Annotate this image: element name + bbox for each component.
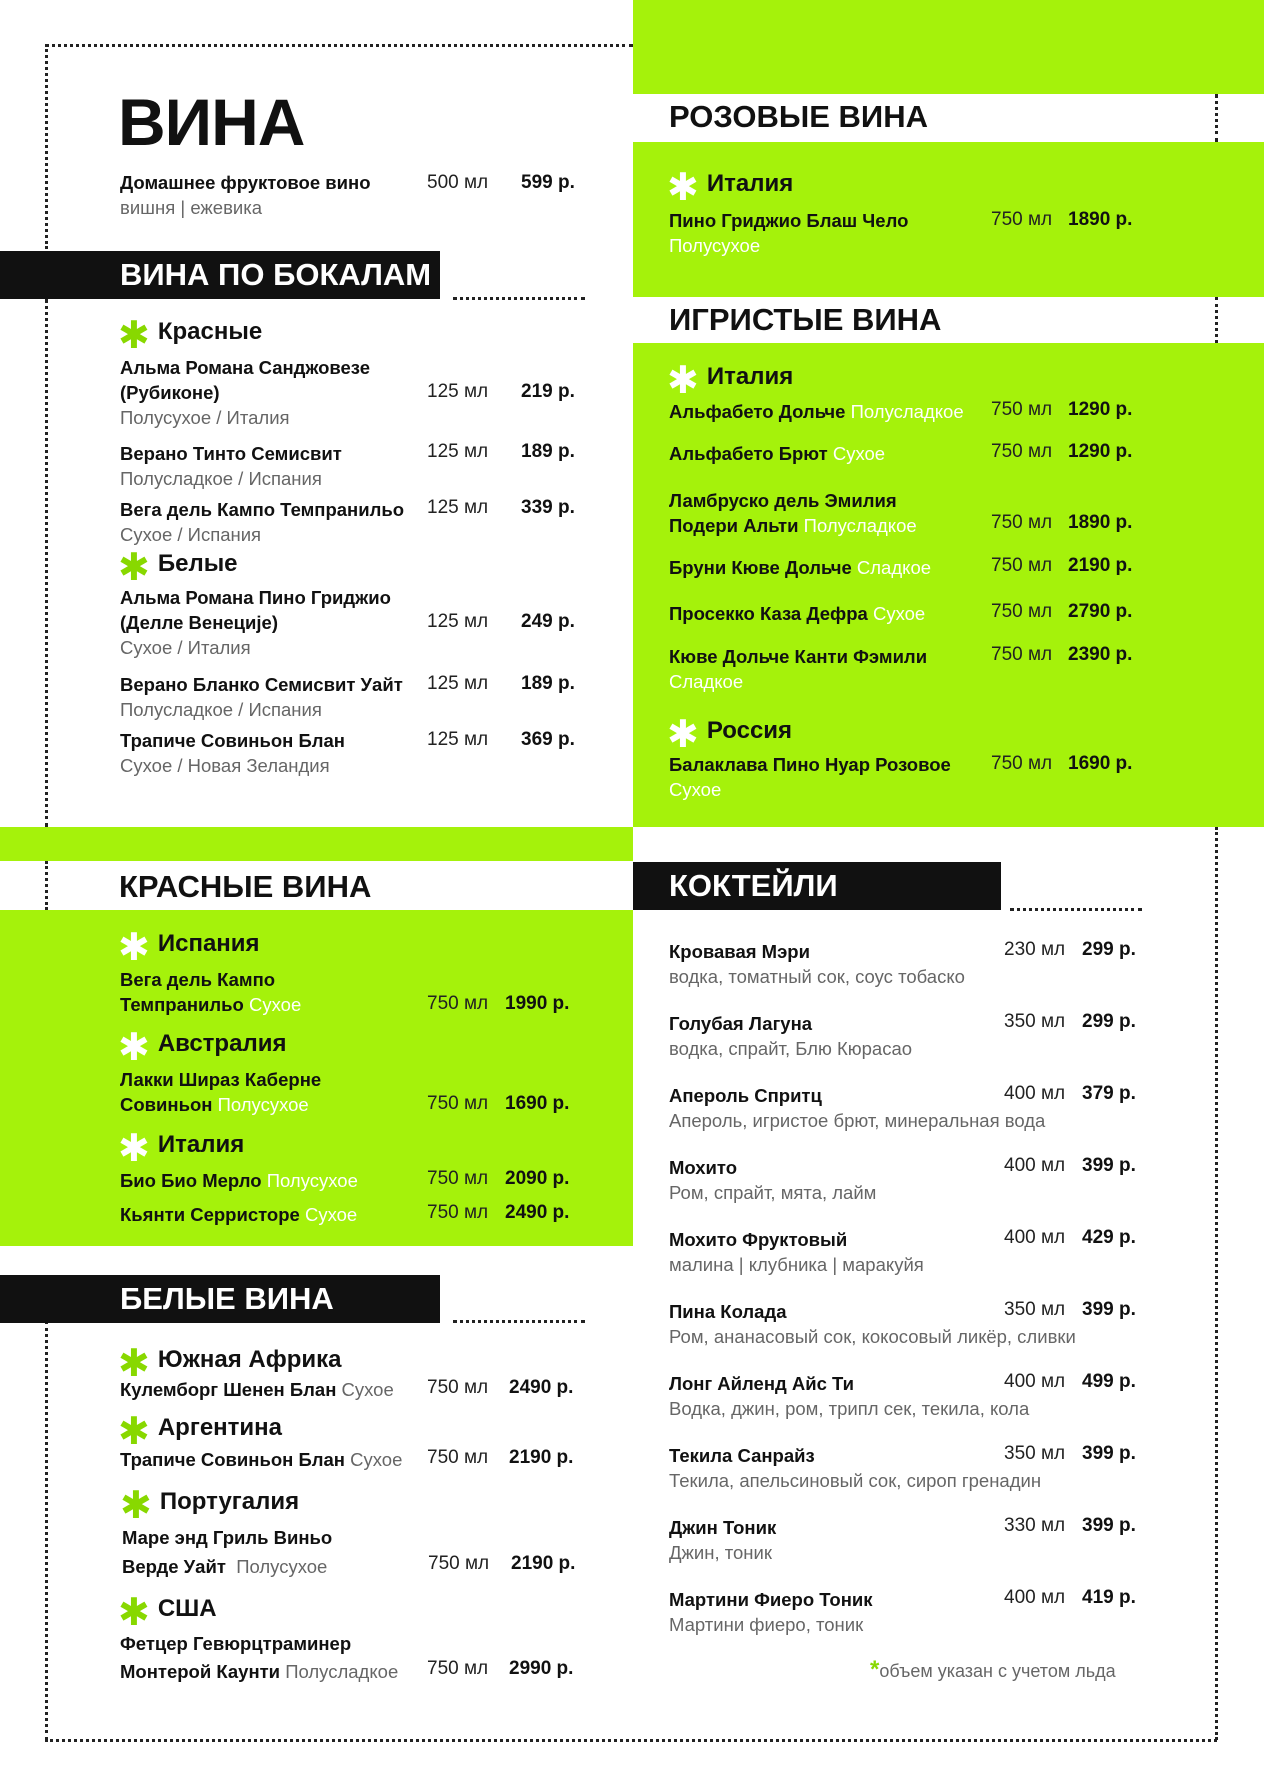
asterisk-icon: ✱	[118, 1128, 150, 1170]
sparkling-item-2-desc: Сухое	[832, 443, 886, 464]
cocktails-dots	[1010, 908, 1142, 911]
country-usa-text: США	[157, 1595, 217, 1622]
cocktail-item	[669, 1587, 873, 1637]
asterisk-icon: ✱	[118, 315, 150, 357]
glass-white-2-name: Верано Бланко Семисвит Уайт	[120, 674, 403, 695]
red-item-1-price: 1990 р.	[505, 993, 570, 1014]
cocktail-item	[669, 1443, 1041, 1493]
by-glass-header	[0, 251, 440, 299]
house-wine-name: Домашнее фруктовое вино	[120, 172, 371, 193]
glass-red-2-price: 189 р.	[521, 441, 575, 462]
cocktail-item	[669, 939, 965, 989]
by-glass-white-label	[118, 547, 238, 589]
cocktail-price: 399 р.	[1082, 1299, 1136, 1320]
cocktail-vol: 230 мл	[1004, 939, 1066, 960]
glass-red-1-name: Альма Романа Санджовезе	[120, 357, 371, 378]
glass-white-2-vol: 125 мл	[427, 673, 489, 694]
cocktail-vol: 330 мл	[1004, 1515, 1066, 1536]
glass-white-3-price: 369 р.	[521, 729, 575, 750]
country-argentina-text: Аргентина	[157, 1414, 283, 1441]
page-title: ВИНА	[118, 85, 305, 159]
by-glass-red-label	[118, 315, 263, 357]
sparkling-item-1-vol: 750 мл	[991, 399, 1053, 420]
glass-red-1-price: 219 р.	[521, 381, 575, 402]
sparkling-item-1-price: 1290 р.	[1068, 399, 1133, 420]
cocktail-name: Мохито Фруктовый	[669, 1229, 848, 1250]
glass-red-1	[120, 355, 370, 430]
green-band-middle-left	[0, 827, 633, 861]
cocktail-desc: Текила, апельсиновый сок, сироп гренадин	[669, 1470, 1042, 1491]
sparkling-item-5-vol: 750 мл	[991, 601, 1053, 622]
white-wines-dots	[453, 1320, 585, 1323]
cocktail-vol: 350 мл	[1004, 1011, 1066, 1032]
country-italy-red	[118, 1128, 245, 1170]
sparkling-item-5	[669, 601, 925, 626]
red-item-1-name: Вега дель Кампо	[120, 969, 276, 990]
asterisk-icon: ✱	[118, 1343, 150, 1385]
sparkling-item-3-price: 1890 р.	[1068, 512, 1133, 533]
glass-red-2-desc: Полусладкое / Испания	[120, 468, 322, 489]
sparkling-item-3-vol: 750 мл	[991, 512, 1053, 533]
glass-white-3-name: Трапиче Совиньон Блан	[120, 730, 345, 751]
asterisk-icon: ✱	[120, 1485, 152, 1527]
cocktail-item	[669, 1371, 1029, 1421]
country-portugal-text: Португалия	[159, 1488, 300, 1515]
asterisk-icon: ✱	[118, 1027, 150, 1069]
country-australia-text: Австралия	[157, 1030, 287, 1057]
red-item-1-desc: Сухое	[249, 994, 302, 1015]
cocktails-header	[633, 862, 1001, 910]
cocktail-desc: Мартини фиеро, тоник	[669, 1614, 864, 1635]
frame-left-2	[45, 299, 48, 827]
sparkling-item-5-price: 2790 р.	[1068, 601, 1133, 622]
white-wines-header	[0, 1275, 440, 1323]
cocktail-name: Мохито	[669, 1157, 738, 1178]
cocktail-price: 399 р.	[1082, 1515, 1136, 1536]
glass-red-3-price: 339 р.	[521, 497, 575, 518]
sparkling-item-4	[669, 555, 931, 580]
white-item-2-price: 2190 р.	[509, 1447, 574, 1468]
red-item-1	[120, 967, 301, 1017]
cocktail-vol: 400 мл	[1004, 1083, 1066, 1104]
white-item-3-name: Маре энд Гриль Виньо	[122, 1527, 333, 1548]
red-item-1-name2: Темпранильо	[120, 994, 244, 1015]
sparkling-item-3	[669, 488, 917, 538]
red-item-1-vol: 750 мл	[427, 993, 489, 1014]
frame-top	[45, 44, 633, 47]
red-item-2-desc: Полусухое	[217, 1094, 309, 1115]
cocktail-item	[669, 1083, 1045, 1133]
glass-red-1-vol: 125 мл	[427, 381, 489, 402]
sparkling-item-1-name: Альфабето Дольче	[669, 401, 846, 422]
sparkling-item-3-name2: Подери Альти	[669, 515, 799, 536]
sparkling-russia-item-name: Балаклава Пино Нуар Розовое	[669, 754, 951, 775]
by-glass-dots	[453, 297, 585, 300]
sparkling-item-2	[669, 441, 885, 466]
by-glass-title: ВИНА ПО БОКАЛАМ	[120, 257, 432, 292]
cocktail-price: 379 р.	[1082, 1083, 1136, 1104]
country-south-africa	[118, 1343, 342, 1385]
asterisk-icon: ✱	[667, 167, 699, 209]
cocktail-price: 399 р.	[1082, 1155, 1136, 1176]
glass-red-1-name2: (Рубиконе)	[120, 382, 220, 403]
sparkling-item-6	[669, 644, 927, 694]
sparkling-item-6-name: Кюве Дольче Канти Фэмили	[669, 646, 928, 667]
red-item-3-desc: Полусухое	[266, 1170, 358, 1191]
country-south-africa-text: Южная Африка	[157, 1346, 342, 1373]
sparkling-item-4-vol: 750 мл	[991, 555, 1053, 576]
glass-white-3-desc: Сухое / Новая Зеландия	[120, 755, 330, 776]
cocktail-vol: 400 мл	[1004, 1155, 1066, 1176]
house-wine-desc: вишня | ежевика	[120, 197, 263, 218]
rose-item	[669, 208, 908, 258]
white-item-2	[120, 1447, 402, 1472]
glass-red-3-desc: Сухое / Испания	[120, 524, 262, 545]
glass-red-1-desc: Полусухое / Италия	[120, 407, 290, 428]
asterisk-icon: ✱	[667, 714, 699, 756]
sparkling-wines-title: ИГРИСТЫЕ ВИНА	[669, 302, 942, 337]
white-item-3-price: 2190 р.	[511, 1553, 576, 1574]
rose-item-price: 1890 р.	[1068, 209, 1133, 230]
glass-white-2-price: 189 р.	[521, 673, 575, 694]
sparkling-item-6-desc: Сладкое	[669, 671, 744, 692]
white-item-1-desc: Сухое	[341, 1379, 394, 1400]
cocktail-price: 299 р.	[1082, 1011, 1136, 1032]
white-label-text: Белые	[157, 550, 238, 577]
asterisk-icon: ✱	[118, 1592, 150, 1634]
house-wine	[120, 170, 371, 220]
frame-right	[1215, 94, 1218, 142]
cocktail-name: Кровавая Мэри	[669, 941, 810, 962]
glass-white-1	[120, 585, 391, 660]
white-item-2-desc: Сухое	[350, 1449, 403, 1470]
glass-white-3	[120, 728, 345, 778]
white-item-1-name: Кулемборг Шенен Блан	[120, 1379, 337, 1400]
glass-red-2	[120, 441, 342, 491]
white-item-4-vol: 750 мл	[427, 1658, 489, 1679]
sparkling-item-1-desc: Полусладкое	[850, 401, 964, 422]
cocktail-item	[669, 1155, 876, 1205]
glass-white-3-vol: 125 мл	[427, 729, 489, 750]
cocktail-name: Апероль Спритц	[669, 1085, 822, 1106]
glass-white-1-vol: 125 мл	[427, 611, 489, 632]
red-item-4-desc: Сухое	[304, 1204, 358, 1225]
glass-white-2	[120, 672, 403, 722]
white-item-1-price: 2490 р.	[509, 1377, 574, 1398]
sparkling-item-3-name: Ламбруско дель Эмилия	[669, 490, 897, 511]
red-item-3	[120, 1168, 358, 1193]
cocktail-desc: малина | клубника | маракуйя	[669, 1254, 924, 1275]
cocktail-item	[669, 1515, 776, 1565]
cocktail-desc: Ром, спрайт, мята, лайм	[669, 1182, 877, 1203]
cocktail-desc: Водка, джин, ром, трипл сек, текила, кола	[669, 1398, 1030, 1419]
sparkling-russia-item	[669, 752, 951, 802]
white-item-2-vol: 750 мл	[427, 1447, 489, 1468]
glass-white-1-name: Альма Романа Пино Гриджио	[120, 587, 391, 608]
country-portugal	[120, 1485, 300, 1527]
glass-white-1-desc: Сухое / Италия	[120, 637, 251, 658]
white-item-3-vol: 750 мл	[428, 1553, 490, 1574]
country-australia	[118, 1027, 287, 1069]
asterisk-icon: ✱	[118, 1411, 150, 1453]
country-argentina	[118, 1411, 283, 1453]
cocktails-title: КОКТЕЙЛИ	[669, 868, 838, 903]
red-item-4-price: 2490 р.	[505, 1202, 570, 1223]
red-label-text: Красные	[157, 318, 263, 345]
frame-left-3	[45, 861, 48, 910]
white-wines-title: БЕЛЫЕ ВИНА	[120, 1281, 334, 1316]
country-italy-red-text: Италия	[157, 1131, 245, 1158]
sparkling-item-4-name: Бруни Кюве Дольче	[669, 557, 852, 578]
sparkling-russia-item-desc: Сухое	[669, 779, 722, 800]
sparkling-item-2-price: 1290 р.	[1068, 441, 1133, 462]
cocktail-desc: Апероль, игристое брют, минеральная вода	[669, 1110, 1046, 1131]
cocktail-name: Голубая Лагуна	[669, 1013, 813, 1034]
frame-right-3	[1215, 827, 1218, 1740]
white-item-3-name2: Верде Уайт	[122, 1556, 226, 1577]
glass-red-2-vol: 125 мл	[427, 441, 489, 462]
sparkling-item-1	[669, 399, 964, 424]
cocktail-name: Лонг Айленд Айс Ти	[669, 1373, 855, 1394]
green-band-top-right	[633, 0, 1264, 94]
country-italy-sparkling	[667, 360, 794, 402]
glass-red-3-name: Вега дель Кампо Темпранильо	[120, 499, 405, 520]
house-wine-price: 599 р.	[521, 172, 575, 193]
red-item-4-vol: 750 мл	[427, 1202, 489, 1223]
white-item-4-name2: Монтерой Каунти	[120, 1661, 281, 1682]
cocktail-name: Джин Тоник	[669, 1517, 777, 1538]
asterisk-icon: *	[870, 1656, 880, 1683]
cocktail-vol: 400 мл	[1004, 1587, 1066, 1608]
asterisk-icon: ✱	[118, 547, 150, 589]
cocktail-name: Текила Санрайз	[669, 1445, 815, 1466]
glass-red-3-vol: 125 мл	[427, 497, 489, 518]
white-item-2-name: Трапиче Совиньон Блан	[120, 1449, 345, 1470]
glass-white-1-name2: (Делле Венеције)	[120, 612, 278, 633]
white-item-1-vol: 750 мл	[427, 1377, 489, 1398]
country-italy-rose-text: Италия	[706, 170, 794, 197]
ice-note	[870, 1656, 1116, 1684]
rose-wines-title: РОЗОВЫЕ ВИНА	[669, 99, 928, 134]
white-item-1	[120, 1377, 394, 1402]
frame-left	[45, 44, 48, 249]
sparkling-russia-item-vol: 750 мл	[991, 753, 1053, 774]
sparkling-item-6-price: 2390 р.	[1068, 644, 1133, 665]
sparkling-item-2-name: Альфабето Брют	[669, 443, 828, 464]
country-usa	[118, 1592, 217, 1634]
red-item-4-name: Кьянти Серристоре	[120, 1204, 300, 1225]
cocktail-vol: 350 мл	[1004, 1443, 1066, 1464]
red-item-2	[120, 1067, 321, 1117]
red-item-2-name2: Совиньон	[120, 1094, 213, 1115]
country-spain-text: Испания	[157, 930, 260, 957]
white-item-3-desc: Полусухое	[236, 1556, 328, 1577]
glass-white-1-price: 249 р.	[521, 611, 575, 632]
sparkling-item-5-desc: Сухое	[872, 603, 926, 624]
cocktail-desc: Джин, тоник	[669, 1542, 772, 1563]
cocktail-price: 419 р.	[1082, 1587, 1136, 1608]
sparkling-item-4-desc: Сладкое	[856, 557, 932, 578]
cocktail-item	[669, 1227, 924, 1277]
white-item-4-name: Фетцер Гевюрцтраминер	[120, 1633, 352, 1654]
red-item-2-name: Лакки Шираз Каберне	[120, 1069, 322, 1090]
white-item-4-desc: Полусладкое	[285, 1661, 399, 1682]
country-italy-sparkling-text: Италия	[706, 363, 794, 390]
sparkling-russia-item-price: 1690 р.	[1068, 753, 1133, 774]
white-item-3	[122, 1523, 332, 1581]
sparkling-item-3-desc: Полусладкое	[803, 515, 917, 536]
cocktail-desc: Ром, ананасовый сок, кокосовый ликёр, сливки	[669, 1326, 1076, 1347]
white-item-4-price: 2990 р.	[509, 1658, 574, 1679]
red-item-3-vol: 750 мл	[427, 1168, 489, 1189]
country-spain	[118, 927, 260, 969]
rose-item-desc: Полусухое	[669, 235, 761, 256]
cocktail-desc: водка, спрайт, Блю Кюрасао	[669, 1038, 913, 1059]
cocktail-name: Пина Колада	[669, 1301, 787, 1322]
cocktail-price: 429 р.	[1082, 1227, 1136, 1248]
country-italy-rose	[667, 167, 794, 209]
red-item-4	[120, 1202, 357, 1227]
rose-item-vol: 750 мл	[991, 209, 1053, 230]
asterisk-icon: ✱	[667, 360, 699, 402]
cocktail-vol: 400 мл	[1004, 1371, 1066, 1392]
frame-bottom	[45, 1739, 1217, 1742]
frame-right-2	[1215, 297, 1218, 343]
cocktail-price: 299 р.	[1082, 939, 1136, 960]
sparkling-item-4-price: 2190 р.	[1068, 555, 1133, 576]
ice-note-text: объем указан с учетом льда	[879, 1661, 1116, 1681]
cocktail-desc: водка, томатный сок, соус тобаско	[669, 966, 965, 987]
red-item-3-name: Био Био Мерло	[120, 1170, 262, 1191]
glass-red-3	[120, 497, 404, 547]
red-item-2-price: 1690 р.	[505, 1093, 570, 1114]
cocktail-vol: 350 мл	[1004, 1299, 1066, 1320]
frame-left-4	[45, 1321, 48, 1740]
house-wine-vol: 500 мл	[427, 172, 489, 193]
white-item-4	[120, 1630, 398, 1686]
red-wines-title: КРАСНЫЕ ВИНА	[119, 869, 372, 904]
sparkling-item-6-vol: 750 мл	[991, 644, 1053, 665]
country-russia-text: Россия	[706, 717, 793, 744]
asterisk-icon: ✱	[118, 927, 150, 969]
glass-white-2-desc: Полусладкое / Испания	[120, 699, 322, 720]
cocktail-vol: 400 мл	[1004, 1227, 1066, 1248]
cocktail-item	[669, 1011, 912, 1061]
rose-item-name: Пино Гриджио Блаш Чело	[669, 210, 909, 231]
red-item-2-vol: 750 мл	[427, 1093, 489, 1114]
red-item-3-price: 2090 р.	[505, 1168, 570, 1189]
cocktail-price: 399 р.	[1082, 1443, 1136, 1464]
cocktail-name: Мартини Фиеро Тоник	[669, 1589, 873, 1610]
sparkling-item-5-name: Просекко Каза Дефра	[669, 603, 868, 624]
country-russia	[667, 714, 793, 756]
cocktail-price: 499 р.	[1082, 1371, 1136, 1392]
sparkling-item-2-vol: 750 мл	[991, 441, 1053, 462]
glass-red-2-name: Верано Тинто Семисвит	[120, 443, 342, 464]
